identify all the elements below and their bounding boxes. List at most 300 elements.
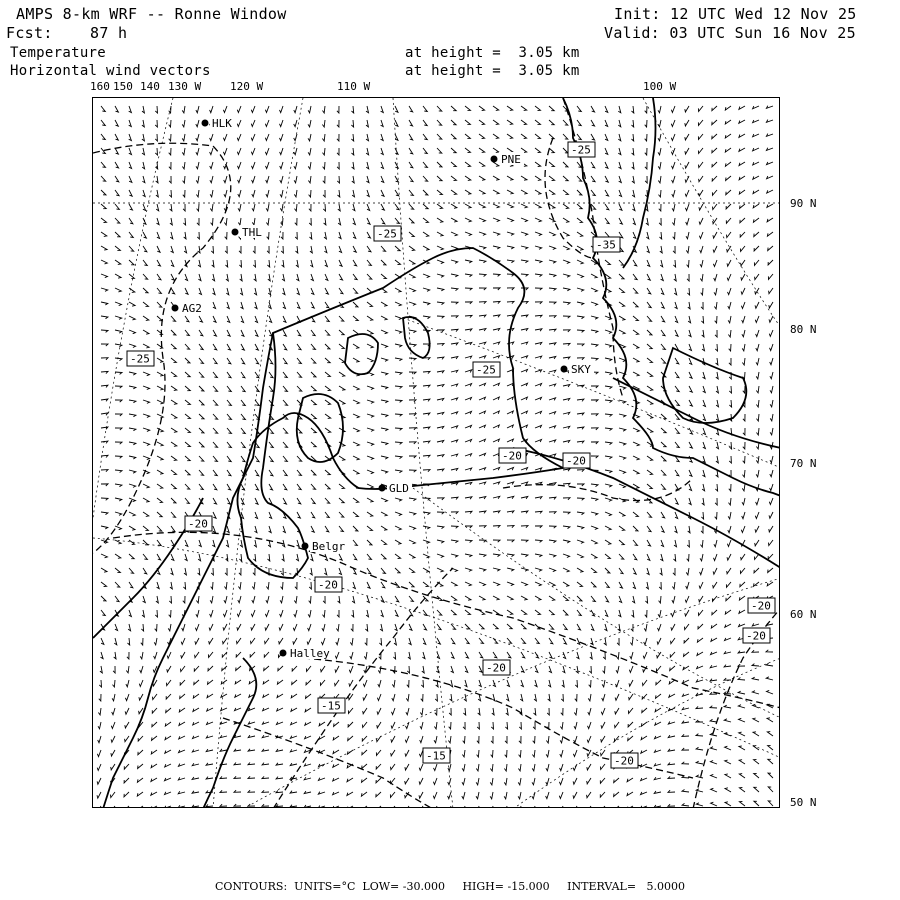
- wind-vector: [142, 148, 145, 155]
- wind-vector: [336, 624, 339, 631]
- wind-vector: [656, 680, 661, 685]
- wind-vector: [101, 344, 108, 346]
- wind-vector: [423, 204, 428, 209]
- wind-vector: [437, 302, 444, 305]
- wind-vector: [591, 568, 597, 573]
- wind-vector: [479, 540, 486, 542]
- wind-vector: [576, 652, 579, 659]
- wind-vector: [311, 344, 316, 349]
- wind-vector: [619, 428, 626, 431]
- wind-vector: [577, 246, 583, 250]
- wind-vector: [423, 176, 428, 181]
- wind-vector: [619, 302, 625, 306]
- wind-vector: [590, 652, 592, 659]
- wind-vector: [673, 568, 675, 575]
- wind-vector: [507, 526, 514, 528]
- wind-vector: [699, 204, 703, 210]
- wind-vector: [222, 666, 227, 671]
- wind-vector: [645, 134, 647, 141]
- wind-vector: [115, 232, 120, 237]
- wind-vector: [212, 540, 215, 547]
- wind-vector: [181, 652, 185, 658]
- wind-vector: [561, 708, 563, 715]
- wind-vector: [129, 456, 136, 459]
- wind-vector: [263, 680, 269, 684]
- wind-vector: [367, 526, 373, 531]
- wind-vector: [535, 232, 542, 236]
- wind-vector: [686, 232, 689, 239]
- wind-vector: [437, 624, 441, 630]
- wind-vector: [325, 414, 331, 418]
- wind-vector: [101, 302, 108, 305]
- wind-vector: [395, 540, 401, 544]
- wind-vector: [152, 736, 158, 740]
- wind-vector: [339, 316, 344, 321]
- wind-vector: [192, 805, 199, 807]
- wind-vector: [641, 792, 648, 795]
- wind-vector: [377, 708, 381, 714]
- wind-vector: [658, 624, 662, 631]
- wind-vector: [281, 246, 283, 253]
- wind-vector: [433, 792, 437, 799]
- wind-vector: [280, 176, 283, 183]
- wind-vector: [753, 218, 759, 222]
- wind-vector: [157, 372, 163, 376]
- wind-vector: [379, 638, 381, 645]
- wind-vector: [195, 624, 199, 631]
- peninsula-east-coast: [623, 98, 656, 268]
- wind-vector: [171, 330, 176, 335]
- wind-vector: [290, 791, 297, 793]
- wind-vector: [325, 288, 328, 294]
- wind-vector: [241, 414, 245, 420]
- contour-label: -20: [751, 599, 771, 613]
- wind-vector: [577, 232, 583, 236]
- wind-vector: [521, 582, 528, 586]
- wind-vector: [308, 148, 311, 155]
- wind-vector: [409, 414, 416, 416]
- wind-vector: [549, 302, 556, 304]
- wind-vector: [339, 400, 345, 404]
- wind-vector: [614, 736, 619, 741]
- wind-vector: [297, 386, 302, 391]
- wind-vector: [619, 512, 625, 516]
- wind-vector: [521, 218, 528, 222]
- wind-vector: [477, 750, 479, 757]
- wind-vector: [712, 120, 717, 125]
- wind-vector: [549, 568, 556, 572]
- wind-vector: [521, 315, 528, 317]
- wind-vector: [767, 690, 774, 694]
- wind-vector: [591, 484, 598, 487]
- wind-vector: [362, 778, 368, 782]
- wind-vector: [167, 666, 171, 672]
- wind-vector: [559, 792, 563, 799]
- wind-vector: [756, 330, 759, 337]
- wind-vector: [479, 342, 486, 345]
- wind-vector: [101, 484, 108, 486]
- wind-vector: [171, 358, 176, 363]
- wind-vector: [479, 134, 485, 139]
- wind-vector: [115, 484, 122, 487]
- wind-vector: [210, 176, 213, 183]
- wind-vector: [381, 470, 388, 473]
- wind-vector: [577, 470, 584, 472]
- wind-vector: [395, 512, 402, 516]
- wind-vector: [269, 442, 273, 448]
- wind-vector: [671, 106, 675, 113]
- wind-vector: [325, 358, 330, 363]
- wind-vector: [703, 414, 706, 421]
- wind-vector: [451, 468, 458, 471]
- wind-vector: [661, 470, 666, 475]
- wind-vector: [283, 498, 287, 504]
- wind-vector: [101, 316, 108, 319]
- wind-vector: [381, 148, 384, 155]
- wind-vector: [366, 610, 368, 617]
- wind-vector: [366, 120, 368, 127]
- wind-vector: [367, 358, 373, 362]
- wind-vector: [335, 652, 339, 659]
- wind-vector: [182, 134, 185, 141]
- wind-vector: [507, 204, 513, 208]
- wind-vector: [265, 610, 269, 617]
- wind-vector: [725, 746, 731, 750]
- wind-vector: [381, 162, 384, 169]
- wind-vector: [196, 120, 199, 127]
- wind-vector: [210, 106, 213, 113]
- wind-vector: [641, 806, 648, 808]
- wind-vector: [535, 638, 539, 644]
- wind-vector: [165, 778, 172, 781]
- wind-vector: [465, 638, 469, 644]
- wind-vector: [157, 400, 163, 404]
- wind-vector: [255, 498, 258, 504]
- wind-vector: [334, 722, 339, 726]
- wind-vector: [311, 302, 314, 308]
- wind-vector: [269, 456, 273, 462]
- wind-vector: [647, 554, 650, 560]
- wind-vector: [182, 148, 185, 155]
- wind-vector: [725, 760, 731, 764]
- wind-vector: [353, 316, 358, 321]
- contour-label: -20: [566, 454, 586, 468]
- wind-vector: [318, 778, 325, 781]
- wind-vector: [601, 736, 605, 742]
- wind-vector: [381, 274, 386, 279]
- wind-vector: [451, 512, 458, 514]
- wind-vector: [381, 456, 388, 459]
- wind-vector: [437, 455, 444, 457]
- wind-vector: [686, 218, 689, 225]
- wind-vector: [591, 414, 598, 416]
- wind-vector: [115, 554, 121, 558]
- wind-vector: [353, 456, 359, 460]
- wind-vector: [507, 246, 514, 249]
- wind-vector: [197, 218, 199, 225]
- wind-vector: [589, 680, 591, 687]
- wind-vector: [124, 806, 129, 808]
- wind-vector: [339, 386, 345, 390]
- wind-vector: [169, 596, 171, 603]
- wind-vector: [628, 708, 633, 713]
- wind-vector: [647, 540, 651, 546]
- wind-vector: [320, 680, 325, 685]
- wind-vector: [535, 554, 542, 557]
- wind-vector: [433, 806, 437, 808]
- wind-vector: [311, 400, 316, 405]
- wind-vector: [129, 372, 136, 375]
- wind-vector: [619, 568, 623, 574]
- wind-vector: [710, 665, 717, 668]
- wind-vector: [755, 526, 759, 532]
- wind-vector: [423, 162, 428, 167]
- wind-vector: [199, 456, 204, 461]
- wind-vector: [521, 274, 528, 276]
- wind-vector: [661, 428, 666, 433]
- wind-vector: [178, 805, 185, 808]
- wind-vector: [716, 442, 719, 449]
- wind-vector: [661, 316, 665, 322]
- wind-vector: [407, 666, 409, 673]
- wind-vector: [491, 750, 493, 757]
- wind-vector: [112, 694, 115, 701]
- wind-vector: [210, 190, 213, 197]
- wind-vector: [405, 764, 409, 770]
- wind-vector: [591, 582, 596, 587]
- wind-vector: [423, 316, 430, 319]
- wind-vector: [381, 134, 384, 141]
- wind-vector: [129, 134, 132, 141]
- wind-vector: [395, 470, 402, 473]
- wind-vector: [493, 162, 499, 166]
- wind-vector: [409, 568, 415, 573]
- wind-vector: [325, 484, 330, 489]
- wind-vector: [381, 358, 388, 361]
- wind-vector: [632, 190, 635, 197]
- wind-vector: [421, 680, 423, 687]
- wind-vector: [630, 652, 633, 659]
- wind-vector: [738, 664, 745, 666]
- wind-vector: [535, 384, 542, 387]
- wind-vector: [409, 134, 413, 140]
- wind-vector: [183, 176, 185, 183]
- wind-vector: [696, 775, 703, 778]
- wind-vector: [619, 218, 622, 224]
- wind-vector: [249, 708, 256, 711]
- wind-vector: [262, 749, 269, 751]
- wind-vector: [673, 246, 675, 253]
- wind-vector: [767, 190, 773, 193]
- station-label: Belgr: [312, 540, 346, 553]
- wind-vector: [111, 722, 115, 729]
- wind-vector: [479, 315, 486, 317]
- wind-vector: [465, 497, 472, 499]
- wind-vector: [465, 652, 469, 658]
- wind-vector: [687, 540, 689, 547]
- wind-vector: [143, 246, 147, 252]
- wind-vector: [395, 400, 402, 402]
- wind-vector: [504, 792, 507, 799]
- wind-vector: [252, 596, 255, 603]
- wind-vector: [605, 568, 610, 573]
- wind-vector: [143, 512, 149, 516]
- wind-vector: [157, 498, 163, 503]
- wind-vector: [157, 246, 160, 252]
- wind-vector: [661, 526, 664, 532]
- wind-vector: [185, 470, 190, 475]
- wind-vector: [211, 582, 213, 589]
- wind-vector: [437, 512, 444, 514]
- wind-vector: [507, 411, 513, 414]
- wind-vector: [463, 722, 465, 729]
- wind-vector: [294, 596, 297, 603]
- wind-vector: [227, 498, 230, 504]
- wind-vector: [614, 778, 619, 783]
- wind-vector: [535, 329, 542, 331]
- wind-vector: [325, 260, 328, 267]
- wind-vector: [437, 540, 444, 543]
- wind-vector: [339, 288, 343, 294]
- wind-vector: [633, 316, 638, 321]
- wind-vector: [702, 498, 704, 505]
- wind-vector: [138, 764, 143, 769]
- wind-vector: [633, 540, 638, 545]
- wind-vector: [725, 162, 731, 166]
- wind-vector: [151, 750, 157, 754]
- wind-vector: [405, 806, 409, 808]
- wind-vector: [725, 134, 731, 138]
- wind-vector: [337, 162, 339, 169]
- wind-vector: [255, 302, 258, 309]
- wind-vector: [739, 176, 745, 180]
- wind-vector: [756, 470, 759, 477]
- wind-vector: [549, 582, 555, 586]
- wind-vector: [507, 482, 514, 485]
- wind-vector: [684, 652, 690, 656]
- wind-vector: [591, 134, 595, 140]
- wind-vector: [641, 750, 647, 753]
- wind-vector: [710, 706, 717, 708]
- wind-vector: [752, 691, 759, 694]
- wind-vector: [476, 806, 479, 808]
- wind-vector: [381, 512, 387, 516]
- wind-vector: [535, 274, 542, 277]
- wind-vector: [605, 442, 612, 445]
- wind-vector: [111, 792, 116, 798]
- wind-vector: [143, 540, 148, 545]
- wind-vector: [739, 624, 746, 627]
- wind-vector: [451, 329, 458, 331]
- wind-vector: [213, 442, 218, 447]
- wind-vector: [741, 288, 745, 294]
- wind-vector: [479, 356, 486, 359]
- wind-vector: [101, 385, 108, 387]
- wind-vector: [137, 806, 143, 808]
- wind-vector: [437, 330, 444, 332]
- wind-vector: [770, 358, 773, 365]
- wind-vector: [167, 680, 172, 686]
- wind-vector: [391, 736, 395, 742]
- wind-vector: [739, 596, 745, 600]
- wind-vector: [647, 372, 653, 377]
- wind-vector: [728, 526, 731, 533]
- wind-vector: [391, 764, 396, 770]
- wind-vector: [451, 274, 458, 277]
- wind-vector: [170, 218, 172, 225]
- wind-vector: [752, 650, 759, 652]
- wind-vector: [129, 330, 136, 334]
- wind-vector: [255, 316, 258, 323]
- wind-vector: [224, 190, 227, 197]
- wind-vector: [339, 372, 345, 376]
- wind-vector: [395, 386, 402, 389]
- wind-vector: [490, 806, 493, 808]
- wind-vector: [199, 400, 204, 405]
- wind-vector: [533, 736, 535, 743]
- wind-vector: [234, 790, 241, 792]
- wind-vector: [451, 624, 456, 629]
- wind-vector: [660, 246, 662, 253]
- wind-vector: [768, 260, 773, 265]
- wind-vector: [194, 666, 199, 671]
- wind-vector: [647, 456, 653, 460]
- wind-vector: [727, 274, 731, 280]
- lat-label-50n: 50 N: [790, 796, 817, 809]
- wind-vector: [381, 344, 388, 348]
- station-label: HLK: [212, 117, 232, 130]
- wind-vector: [437, 638, 440, 644]
- wind-vector: [423, 106, 427, 112]
- wind-vector: [115, 218, 120, 223]
- wind-vector: [248, 776, 255, 778]
- wind-vector: [210, 204, 213, 211]
- wind-vector: [682, 721, 689, 723]
- wind-vector: [493, 511, 500, 513]
- wind-vector: [661, 456, 666, 461]
- wind-vector: [654, 750, 661, 753]
- wind-vector: [563, 652, 566, 659]
- wind-vector: [645, 120, 647, 127]
- wind-vector: [479, 497, 486, 500]
- wind-vector: [770, 386, 773, 393]
- wind-vector: [129, 414, 136, 417]
- wind-vector: [619, 358, 626, 362]
- wind-vector: [353, 582, 356, 589]
- wind-vector: [614, 806, 620, 808]
- wind-vector: [619, 540, 624, 545]
- wind-vector: [380, 624, 383, 631]
- wind-vector: [728, 302, 731, 309]
- wind-vector: [563, 260, 570, 264]
- wind-vector: [323, 148, 326, 155]
- wind-vector: [646, 582, 648, 589]
- wind-vector: [323, 176, 325, 183]
- wind-vector: [185, 344, 190, 349]
- wind-vector: [696, 803, 703, 806]
- wind-vector: [645, 610, 647, 617]
- wind-vector: [310, 554, 313, 561]
- wind-vector: [324, 218, 326, 225]
- wind-vector: [353, 232, 356, 238]
- wind-vector: [549, 260, 556, 263]
- wind-vector: [727, 232, 732, 238]
- wind-vector: [101, 413, 108, 415]
- wind-vector: [97, 778, 101, 784]
- wind-vector: [306, 694, 312, 698]
- wind-vector: [549, 497, 556, 499]
- wind-vector: [283, 344, 287, 350]
